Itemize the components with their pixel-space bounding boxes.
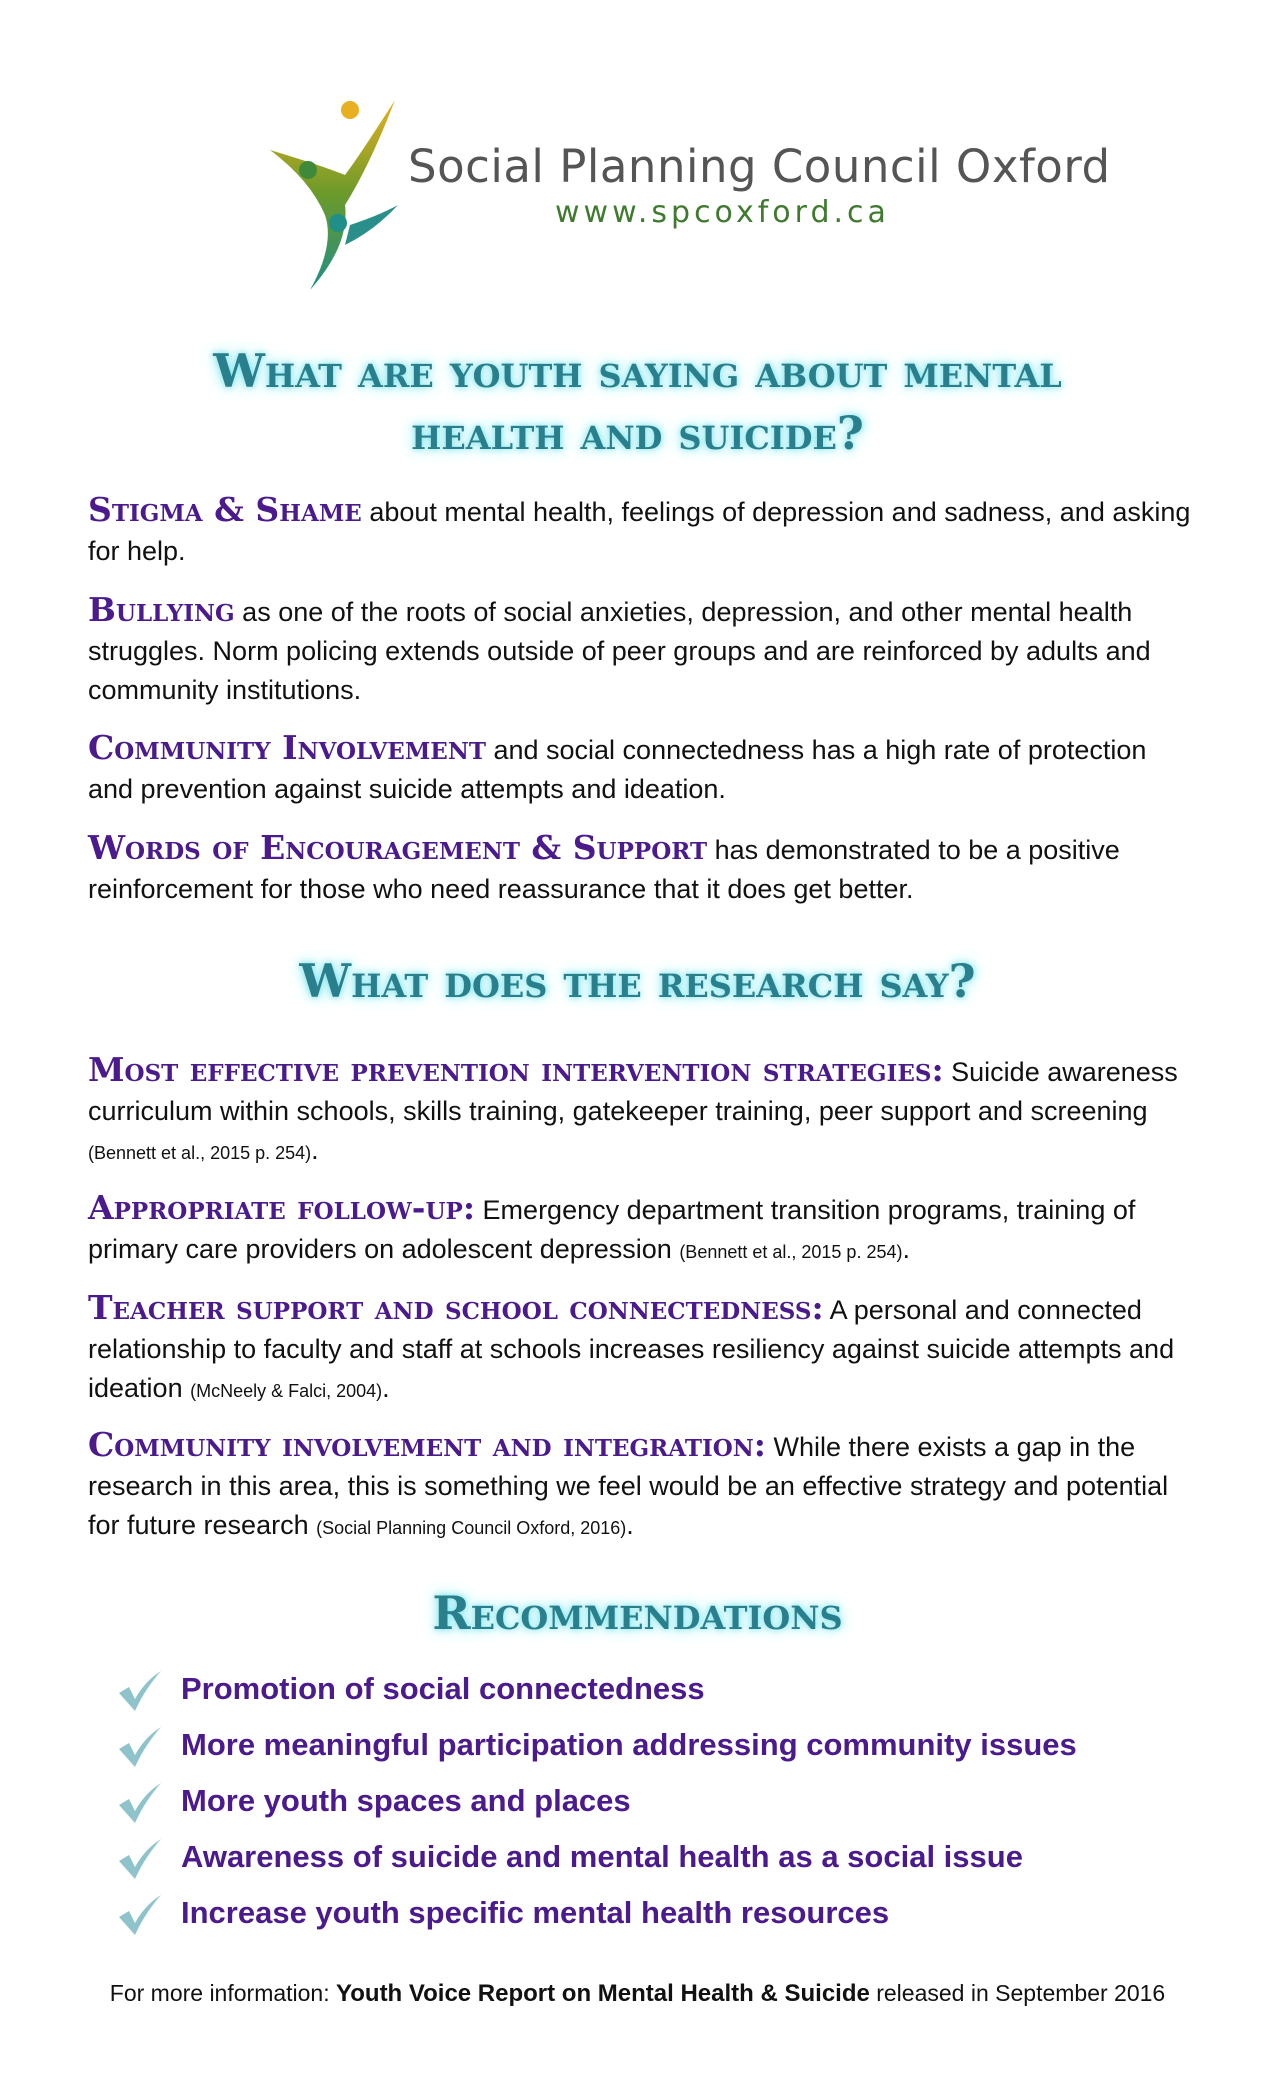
item-end: . (902, 1234, 910, 1264)
item-lead: Community Involvement (88, 728, 486, 767)
item-lead: Most effective prevention intervention strategies: (88, 1050, 944, 1089)
people-logo-icon (250, 95, 410, 295)
research-item-strategies (88, 1050, 1198, 1173)
checkmark-icon (115, 1667, 163, 1715)
recommendation-text: Promotion of social connectedness (181, 1671, 705, 1706)
checkmark-icon (115, 1779, 163, 1827)
citation: (McNeely & Falci, 2004) (190, 1381, 383, 1401)
footer-suffix: released in September 2016 (869, 1980, 1166, 2006)
youth-item-bullying (88, 590, 1198, 710)
citation: (Bennett et al., 2015 p. 254) (679, 1242, 903, 1262)
citation: (Bennett et al., 2015 p. 254) (88, 1143, 312, 1163)
item-lead: Appropriate follow-up: (88, 1188, 476, 1227)
recommendation-text: Awareness of suicide and mental health as a social issue (181, 1839, 1023, 1874)
recommendation-item (115, 1833, 1215, 1889)
recommendation-item (115, 1721, 1215, 1777)
recommendation-text: More youth spaces and places (181, 1783, 631, 1818)
item-lead: Teacher support and school connectedness: (88, 1288, 824, 1327)
recommendation-item (115, 1777, 1215, 1833)
youth-item-encouragement (88, 828, 1198, 909)
organization-name: Social Planning Council Oxford (408, 140, 1111, 193)
item-lead: Community involvement and integration: (88, 1425, 766, 1464)
organization-url[interactable]: www.spcoxford.ca (555, 195, 890, 230)
item-text: Suicide awareness curriculum within schools, skills training, gatekeeper training, peer support and screening (88, 1057, 1178, 1126)
research-item-followup (88, 1188, 1198, 1272)
item-text: Emergency department transition programs, training of primary care providers on adolescent depression (88, 1195, 1136, 1264)
checkmark-icon (115, 1891, 163, 1939)
research-item-teacher (88, 1288, 1198, 1411)
item-lead: Bullying (88, 590, 235, 629)
footer-prefix: For more information: (109, 1980, 337, 2006)
section3-title: Recommendations (432, 1586, 843, 1640)
section1-title (0, 340, 1275, 464)
citation: (Social Planning Council Oxford, 2016) (316, 1518, 627, 1538)
youth-item-community (88, 728, 1198, 809)
item-end: . (382, 1373, 390, 1403)
research-item-community (88, 1425, 1198, 1548)
recommendations-list (115, 1665, 1215, 1945)
item-text: has demonstrated to be a positive reinforcement for those who need reassurance that it does get better. (88, 835, 1120, 904)
item-text: A personal and connected relationship to faculty and staff at schools increases resiliency against suicide attempts and ideation (88, 1295, 1175, 1403)
item-text: While there exists a gap in the research in this area, this is something we feel would be an effective strategy and potential for future research (88, 1432, 1169, 1540)
footer-note (0, 1980, 1275, 2008)
checkmark-icon (115, 1835, 163, 1883)
item-end: . (626, 1510, 634, 1540)
section1-title-line2: health and suicide? (411, 406, 864, 460)
section1-title-line1: What are youth saying about mental (213, 344, 1062, 398)
recommendation-item (115, 1665, 1215, 1721)
item-text: as one of the roots of social anxieties, depression, and other mental health struggles. Norm policing extends outside of peer groups and are reinforced by adults and community institutions. (88, 597, 1151, 705)
item-text: about mental health, feelings of depression and sadness, and asking for help. (88, 497, 1191, 566)
section2-title: What does the research say? (299, 954, 976, 1008)
item-text: and social connectedness has a high rate of protection and prevention against suicide attempts and ideation. (88, 735, 1147, 804)
item-end: . (311, 1135, 319, 1165)
report-title: Youth Voice Report on Mental Health & Suicide (336, 1980, 870, 2007)
logo (250, 95, 1111, 295)
item-lead: Words of Encouragement & Support (88, 828, 708, 867)
recommendation-text: Increase youth specific mental health resources (181, 1895, 890, 1930)
recommendation-text: More meaningful participation addressing community issues (181, 1727, 1077, 1762)
item-lead: Stigma & Shame (88, 490, 362, 529)
checkmark-icon (115, 1723, 163, 1771)
recommendation-item (115, 1889, 1215, 1945)
youth-item-stigma (88, 490, 1198, 571)
